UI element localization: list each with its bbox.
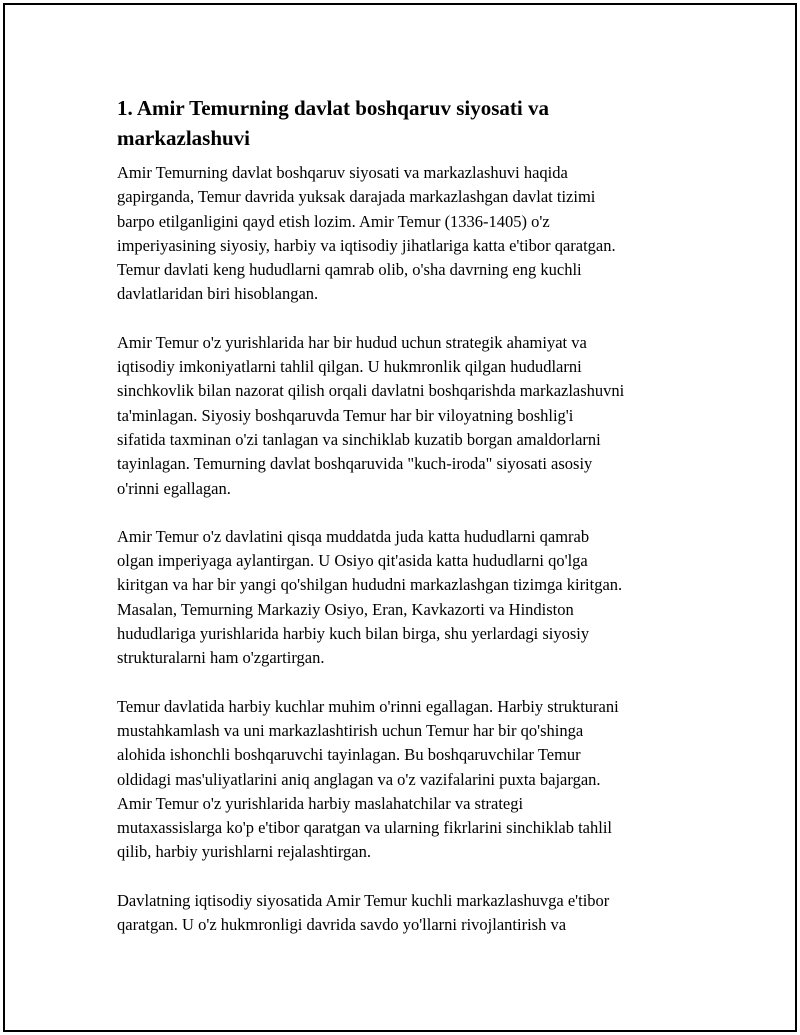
heading-line: 1. Amir Temurning davlat boshqaruv siyosati va [117,96,549,120]
paragraph [117,525,702,671]
text-line: qaratgan. U o'z hukmronligi davrida savdo yo'llarni rivojlantirish va [117,915,567,935]
text-line: Temur davlatida harbiy kuchlar muhim o'rinni egallagan. Harbiy strukturani [117,696,619,716]
text-line: alohida ishonchli boshqaruvchi tayinlagan. Bu boshqaruvchilar Temur [117,745,581,765]
text-line: Amir Temur o'z davlatini qisqa muddatda juda katta hududlarni qamrab [117,526,590,546]
text-line: imperiyasining siyosiy, harbiy va iqtisodiy jihatlariga katta e'tibor qaratgan. [117,235,616,255]
text-line: kiritgan va har bir yangi qo'shilgan hududni markazlashgan tizimga kiritgan. [117,575,623,595]
text-line: strukturalarni ham o'zgartirgan. [117,648,325,668]
text-line: davlatlaridan biri hisoblangan. [117,284,319,304]
text-line: oldidagi mas'uliyatlarini aniq anglagan va o'z vazifalarini puxta bajargan. [117,769,601,789]
paragraph [117,331,702,501]
text-line: barpo etilganligini qayd etish lozim. Amir Temur (1336-1405) o'z [117,211,550,231]
text-line: Amir Temur o'z yurishlarida harbiy maslahatchilar va strategi [117,793,524,813]
text-line: iqtisodiy imkoniyatlarni tahlil qilgan. U hukmronlik qilgan hududlarni [117,357,582,377]
text-line: Davlatning iqtisodiy siyosatida Amir Temur kuchli markazlashuvga e'tibor [117,890,610,910]
text-line: gapirganda, Temur davrida yuksak darajada markazlashgan davlat tizimi [117,187,596,207]
text-line: Amir Temurning davlat boshqaruv siyosati va markazlashuvi haqida [117,163,568,182]
text-line: Temur davlati keng hududlarni qamrab olib, o'sha davrning eng kuchli [117,260,582,280]
text-line: qilib, harbiy yurishlarni rejalashtirgan. [117,842,372,862]
text-line: hududlariga yurishlarida harbiy kuch bilan birga, shu yerlardagi siyosiy [117,624,590,644]
text-line: mustahkamlash va uni markazlashtirish uchun Temur har bir qo'shinga [117,720,584,740]
text-line: Amir Temur o'z yurishlarida har bir hudud uchun strategik ahamiyat va [117,332,587,352]
document-body [117,93,702,961]
heading-line: markazlashuvi [117,126,251,150]
text-line: o'rinni egallagan. [117,478,231,498]
text-line: mutaxassislarga ko'p e'tibor qaratgan va ularning fikrlarini sinchiklab tahlil [117,818,613,838]
text-line: sifatida taxminan o'zi tanlagan va sinchiklab kuzatib borgan amaldorlarni [117,429,601,449]
paragraph [117,695,702,865]
paragraph [117,889,702,938]
text-line: ta'minlagan. Siyosiy boshqaruvda Temur har bir viloyatning boshlig'i [117,405,574,425]
section-heading [117,93,702,153]
text-line: Masalan, Temurning Markaziy Osiyo, Eran, Kavkazorti va Hindiston [117,599,574,619]
paragraph [117,161,702,307]
text-line: tayinlagan. Temurning davlat boshqaruvida "kuch-iroda" siyosati asosiy [117,454,593,474]
text-line: sinchkovlik bilan nazorat qilish orqali davlatni boshqarishda markazlashuvni [117,381,625,401]
text-line: olgan imperiyaga aylantirgan. U Osiyo qit'asida katta hududlarni qo'lga [117,551,588,571]
